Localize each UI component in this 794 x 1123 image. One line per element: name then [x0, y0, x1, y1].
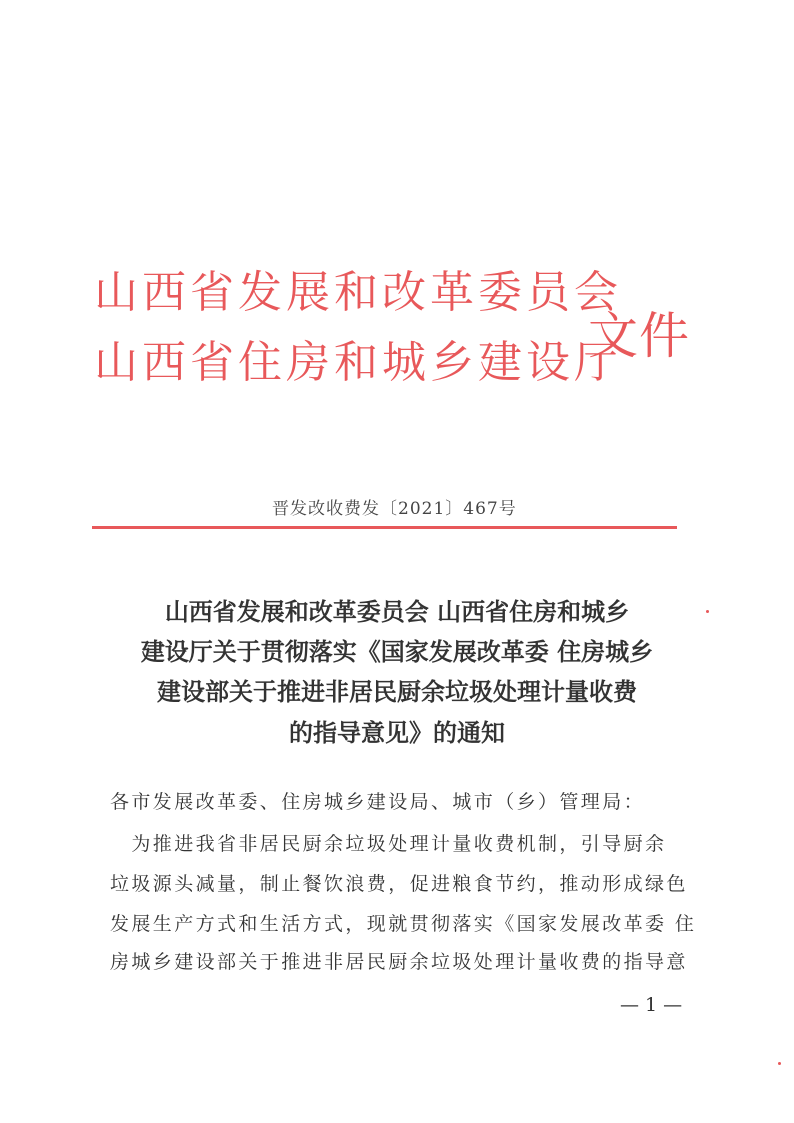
- title-line: 建设厅关于贯彻落实《国家发展改革委 住房城乡: [140, 637, 654, 666]
- scan-mark: [778, 1062, 781, 1065]
- red-divider: [92, 526, 677, 529]
- scan-mark: [706, 610, 709, 613]
- issuer-line-2: 山西省住房和城乡建设厅: [94, 337, 622, 388]
- body-line: 为推进我省非居民厨余垃圾处理计量收费机制，引导厨余: [110, 833, 667, 855]
- issuer-line-1: 山西省发展和改革委员会: [94, 267, 622, 318]
- body-line: 垃圾源头减量，制止餐饮浪费，促进粮食节约，推动形成绿色: [110, 873, 688, 895]
- salutation: 各市发展改革委、住房城乡建设局、城市（乡）管理局：: [110, 791, 646, 813]
- title-line: 建设部关于推进非居民厨余垃圾处理计量收费: [157, 677, 637, 706]
- body-line: 房城乡建设部关于推进非居民厨余垃圾处理计量收费的指导意: [110, 951, 688, 973]
- body-line: 发展生产方式和生活方式，现就贯彻落实《国家发展改革委 住: [110, 913, 697, 935]
- title-line: 的指导意见》的通知: [289, 718, 505, 747]
- document-suffix: 文件: [588, 307, 690, 365]
- title-line: 山西省发展和改革委员会 山西省住房和城乡: [164, 597, 630, 626]
- document-number: 晋发改收费发〔2021〕467号: [272, 499, 517, 519]
- page-number: — 1 —: [620, 994, 683, 1016]
